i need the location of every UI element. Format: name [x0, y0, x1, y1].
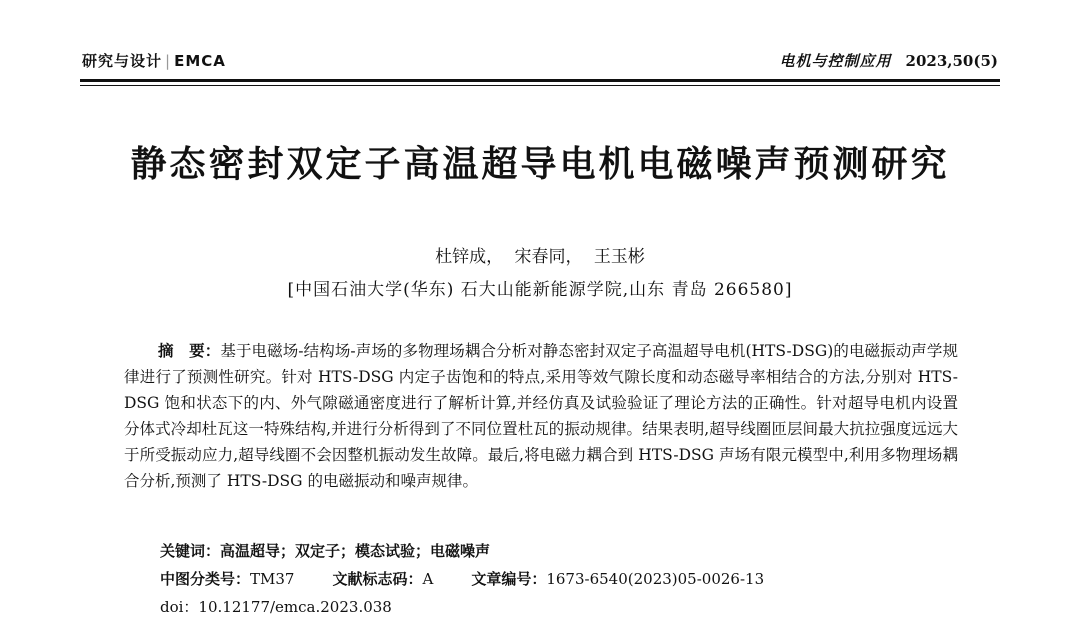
- header-separator: |: [165, 52, 172, 70]
- section-label: 研究与设计: [82, 52, 163, 70]
- header-rule-thick: [80, 79, 1000, 82]
- abstract: [124, 338, 958, 494]
- clc-value: TM37: [250, 570, 295, 588]
- keywords-value: 高温超导；双定子；模态试验；电磁噪声: [220, 542, 491, 560]
- article-no-value: 1673-6540(2023)05-0026-13: [546, 570, 765, 588]
- doc-code-value: A: [422, 570, 434, 588]
- header-journal: [780, 50, 999, 71]
- abstract-label: 摘 要：: [158, 342, 221, 360]
- brand-label: EMCA: [174, 52, 226, 70]
- doi: doi：10.12177/emca.2023.038: [160, 598, 392, 616]
- author-list: 杜锌成， 宋春同， 王玉彬: [435, 247, 645, 267]
- paper-title: 静态密封双定子高温超导电机电磁噪声预测研究: [130, 144, 950, 185]
- running-header: [82, 50, 998, 76]
- journal-name: 电机与控制应用: [779, 52, 892, 70]
- keywords-label: 关键词：: [160, 542, 221, 560]
- article-no-label: 文章编号：: [471, 570, 547, 588]
- clc-label: 中图分类号：: [160, 570, 251, 588]
- classification-line: [160, 568, 764, 589]
- abstract-text: 基于电磁场-结构场-声场的多物理场耦合分析对静态密封双定子高温超导电机(HTS-DSG)的电磁振动声学规律进行了预测性研究。针对 HTS-DSG 内定子齿饱和的特点,采用等效气隙长度和动态磁导率相结合的方法,分别对 HTS-DSG 饱和状态下的内、外气隙磁通密度进行了解析计算,并经仿真及试验验证了理论方法的正确性。针对超导电机内设置分体式冷却杜瓦这一特殊结构,并进行分析得到了不同位置杜瓦的振动规律。结果表明,超导线圈匝层间最大抗拉强度远远大于所受振动应力,超导线圈不会因整机振动发生故障。最后,将电磁力耦合到 HTS-DSG 声场有限元模型中,利用多物理场耦合分析,预测了 HTS-DSG 的电磁振动和噪声规律。: [124, 342, 958, 490]
- author-affiliation: [中国石油大学(华东) 石大山能新能源学院,山东 青岛 266580]: [287, 280, 793, 300]
- header-section: [82, 50, 226, 71]
- keywords: [160, 540, 490, 561]
- journal-issue: 2023,50(5): [905, 52, 998, 70]
- header-rule-thin: [80, 85, 1000, 86]
- doc-code-label: 文献标志码：: [332, 570, 423, 588]
